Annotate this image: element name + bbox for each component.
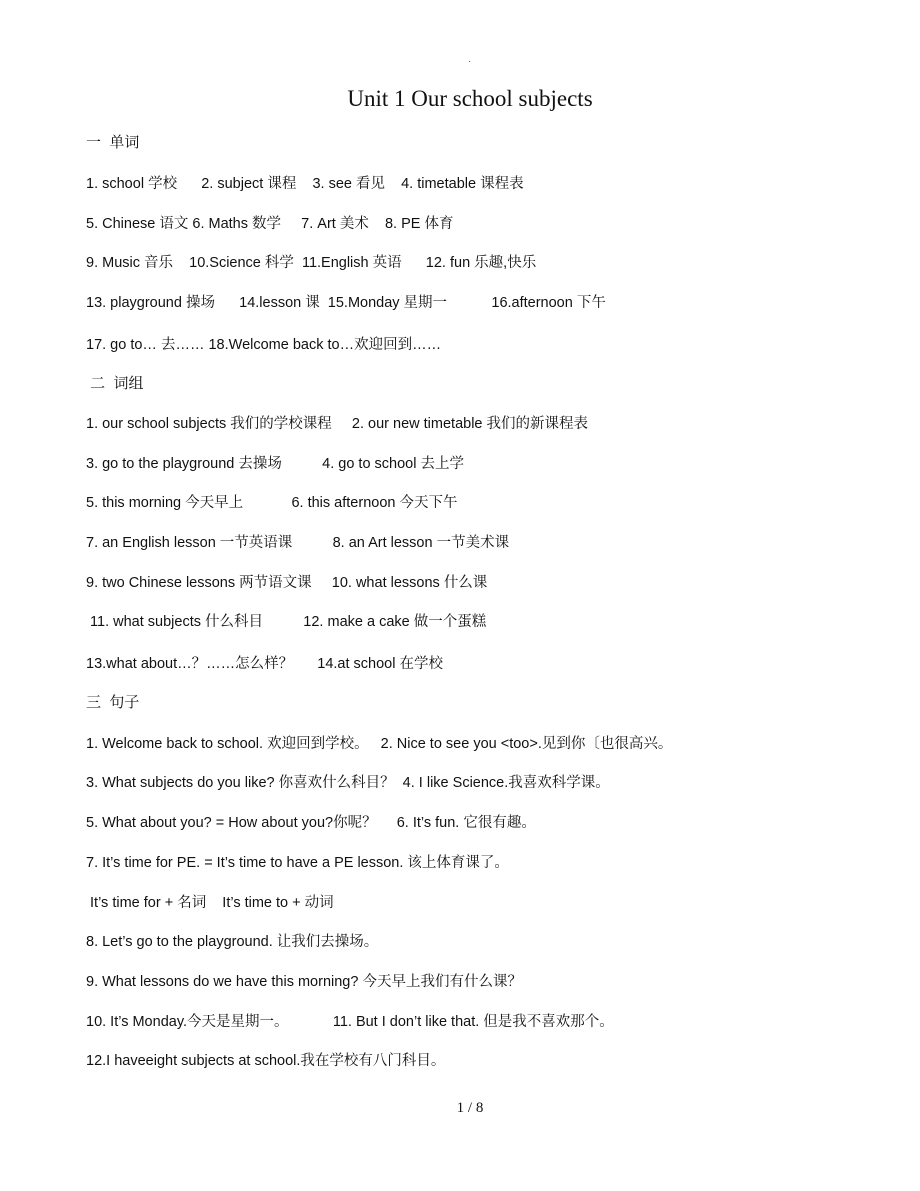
phrase-line-3: 5. this morning 今天早上 6. this afternoon 今天下午: [86, 495, 458, 511]
sentence-line-1: 1. Welcome back to school. 欢迎回到学校。 2. Nice to see you <too>.见到你〔也很高兴。: [86, 736, 673, 752]
section-heading-sentences: 三 句子: [86, 694, 140, 711]
word-line-4: 13. playground 操场 14.lesson 课 15.Monday 星期一 16.afternoon 下午: [86, 295, 606, 311]
word-line-3: 9. Music 音乐 10.Science 科学 11.English 英语 12. fun 乐趣,快乐: [86, 255, 537, 271]
phrase-line-1: 1. our school subjects 我们的学校课程 2. our new timetable 我们的新课程表: [86, 416, 589, 432]
page-number: 1 / 8: [456, 1100, 484, 1116]
phrase-line-2: 3. go to the playground 去操场 4. go to school 去上学: [86, 456, 464, 472]
section-heading-words: 一 单词: [86, 134, 140, 151]
sentence-line-8: 12.I haveeight subjects at school.我在学校有八门科目。: [86, 1053, 446, 1069]
header-dot: ·: [468, 56, 472, 67]
sentence-line-3: 5. What about you? = How about you?你呢？ 6. It’s fun. 它很有趣。: [86, 815, 536, 831]
phrase-line-5: 9. two Chinese lessons 两节语文课 10. what lessons 什么课: [86, 575, 488, 591]
section-heading-phrases: 二 词组: [86, 375, 144, 392]
phrase-line-7: 13.what about…？……怎么样？ 14.at school 在学校: [86, 656, 443, 672]
word-line-2: 5. Chinese 语文 6. Maths 数学 7. Art 美术 8. PE 体育: [86, 216, 454, 232]
sentence-line-2: 3. What subjects do you like? 你喜欢什么科目？ 4. I like Science.我喜欢科学课。: [86, 775, 610, 791]
word-line-5: 17. go to… 去…… 18.Welcome back to…欢迎回到……: [86, 337, 442, 353]
page-title: Unit 1 Our school subjects: [347, 86, 593, 111]
sentence-line-7: 10. It’s Monday.今天是星期一。 11. But I don’t like that. 但是我不喜欢那个。: [86, 1014, 614, 1030]
sentence-line-5: 8. Let’s go to the playground. 让我们去操场。: [86, 934, 379, 950]
sentence-line-6: 9. What lessons do we have this morning? 今天早上我们有什么课？: [86, 974, 522, 990]
phrase-line-4: 7. an English lesson 一节英语课 8. an Art lesson 一节美术课: [86, 535, 510, 551]
sentence-note-line: It’s time for + 名词 It’s time to + 动词: [86, 895, 334, 911]
phrase-line-6: 11. what subjects 什么科目 12. make a cake 做一个蛋糕: [86, 614, 487, 630]
word-line-1: 1. school 学校 2. subject 课程 3. see 看见 4. timetable 课程表: [86, 176, 524, 192]
sentence-line-4: 7. It’s time for PE. = It’s time to have a PE lesson. 该上体育课了。: [86, 855, 509, 871]
